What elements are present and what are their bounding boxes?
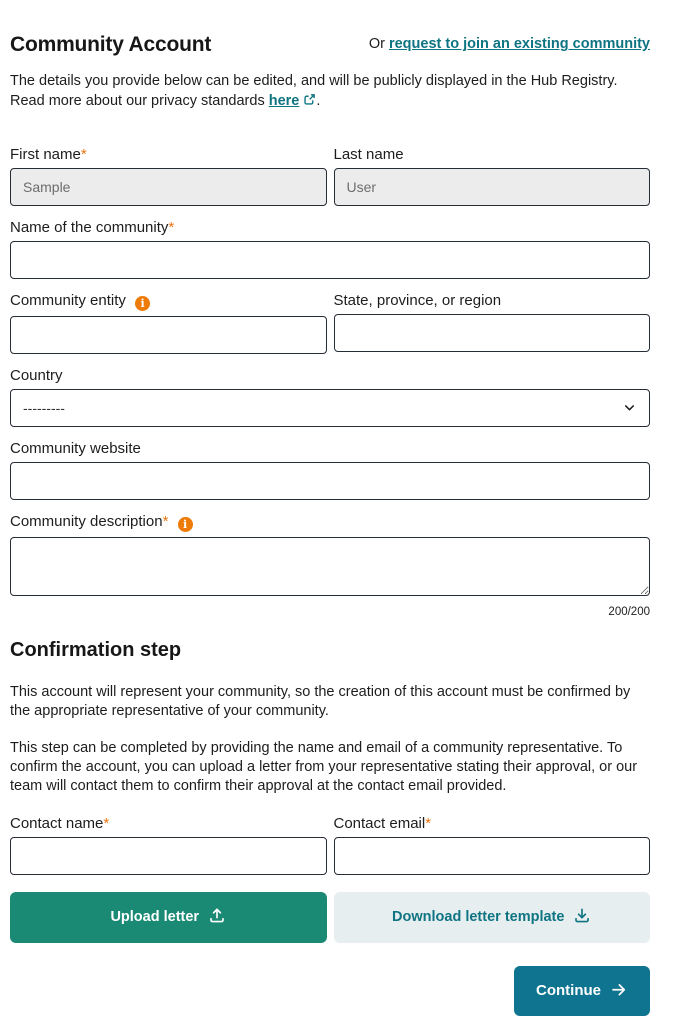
- website-label: Community website: [10, 440, 141, 457]
- upload-letter-button[interactable]: [10, 892, 327, 943]
- website-field-group: [10, 440, 650, 500]
- info-icon[interactable]: i: [178, 517, 193, 532]
- contact-fields-row: [10, 815, 650, 875]
- page-header: [10, 33, 650, 57]
- last-name-label: Last name: [333, 146, 404, 163]
- join-existing-community-link[interactable]: request to join an existing community: [388, 36, 650, 52]
- download-letter-template-label: Download letter template: [392, 909, 565, 926]
- contact-email-label: Contact email*: [333, 814, 432, 832]
- first-name-field-group: [10, 146, 327, 206]
- country-select-wrap: [10, 389, 650, 427]
- external-link-icon: [303, 93, 316, 113]
- intro-text: The details you provide below can be edited, and will be publicly displayed in the Hub Registry. Read more about our privacy standards: [10, 73, 618, 109]
- required-asterisk: *: [425, 814, 432, 832]
- letter-buttons-row: [10, 892, 650, 943]
- continue-row: [10, 966, 650, 1016]
- upload-icon: [208, 906, 226, 928]
- community-entity-input[interactable]: [10, 316, 327, 354]
- state-region-input[interactable]: [334, 314, 651, 352]
- community-name-input[interactable]: [10, 241, 650, 279]
- entity-state-row: [10, 292, 650, 354]
- first-name-label: First name*: [10, 146, 87, 163]
- website-input[interactable]: [10, 462, 650, 500]
- intro-suffix: .: [316, 92, 321, 109]
- state-region-field-group: [334, 292, 651, 354]
- name-fields-row: [10, 146, 650, 206]
- description-textarea[interactable]: [10, 537, 650, 596]
- community-name-label: Name of the community*: [10, 219, 175, 236]
- community-entity-field-group: [10, 292, 327, 354]
- or-prefix: Or: [368, 36, 389, 52]
- continue-button[interactable]: [514, 966, 650, 1016]
- page-title: Community Account: [10, 33, 212, 56]
- required-asterisk: *: [103, 814, 110, 832]
- state-region-label: State, province, or region: [333, 292, 502, 309]
- download-icon: [573, 906, 591, 928]
- arrow-right-icon: [610, 980, 628, 1002]
- country-field-group: [10, 367, 650, 427]
- first-name-input[interactable]: [10, 168, 327, 206]
- join-existing-line: [369, 33, 650, 52]
- contact-name-input[interactable]: [10, 837, 327, 875]
- community-entity-label: Community entity i: [10, 292, 327, 311]
- contact-email-input[interactable]: [334, 837, 651, 875]
- description-field-group: [10, 513, 650, 618]
- last-name-field-group: [334, 146, 651, 206]
- contact-email-field-group: [334, 815, 651, 875]
- contact-name-field-group: [10, 815, 327, 875]
- download-letter-template-button[interactable]: [334, 892, 651, 943]
- description-label: Community description* i: [10, 513, 650, 532]
- required-asterisk: *: [80, 146, 87, 163]
- last-name-input[interactable]: [334, 168, 651, 206]
- confirmation-paragraph-1: This account will represent your community, so the creation of this account must be confirmed by the appropriate representative of your community.: [10, 684, 631, 719]
- intro-paragraph: [10, 72, 650, 112]
- contact-name-label: Contact name*: [10, 814, 110, 832]
- privacy-standards-link[interactable]: here: [268, 92, 300, 109]
- continue-label: Continue: [536, 982, 601, 1000]
- char-counter: 200/200: [608, 606, 650, 618]
- community-name-field-group: [10, 219, 650, 279]
- info-icon[interactable]: i: [135, 296, 150, 311]
- country-select[interactable]: [10, 389, 650, 427]
- required-asterisk: *: [162, 513, 169, 530]
- confirmation-paragraph-2: This step can be completed by providing the name and email of a community representative. To confirm the account, you can upload a letter from your representative stating their approval, or our team will contact them to confirm their approval at the contact email provided.: [10, 740, 638, 794]
- confirmation-step-title: Confirmation step: [10, 639, 182, 661]
- country-label: Country: [10, 367, 63, 384]
- required-asterisk: *: [168, 219, 175, 236]
- upload-letter-label: Upload letter: [110, 909, 200, 926]
